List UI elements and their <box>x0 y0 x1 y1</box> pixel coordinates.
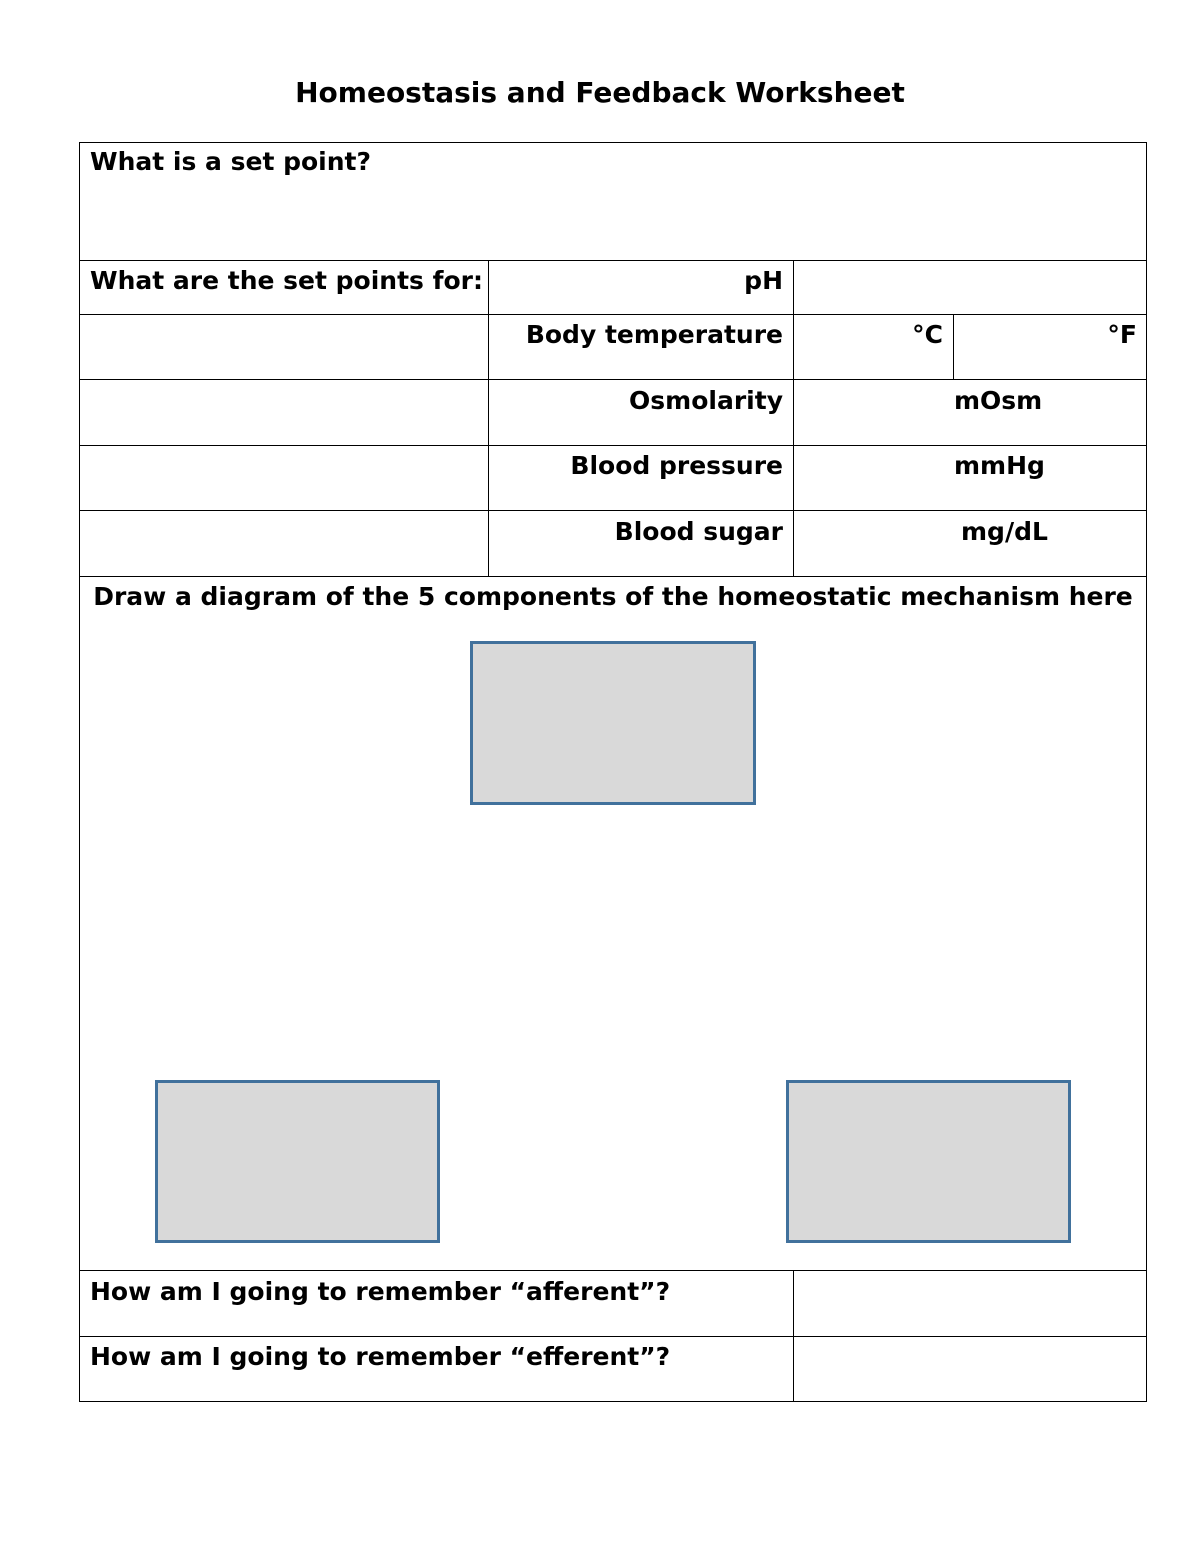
row-divider <box>79 510 1147 511</box>
answer-field-efferent[interactable] <box>794 1337 1146 1401</box>
table-border-top <box>79 142 1147 143</box>
set-point-question: What is a set point? <box>90 147 372 176</box>
unit-celsius: °C <box>912 320 943 349</box>
row-divider <box>79 379 1147 380</box>
diagram-box-bottom-left[interactable] <box>155 1080 440 1243</box>
unit-mg-dl: mg/dL <box>961 517 1048 546</box>
row-label-body-temperature: Body temperature <box>525 320 783 349</box>
row-label-blood-sugar: Blood sugar <box>614 517 783 546</box>
answer-field-osmolarity[interactable] <box>794 380 944 445</box>
answer-field-blood-pressure[interactable] <box>794 446 944 510</box>
answer-field-blood-sugar[interactable] <box>794 511 949 576</box>
set-points-for-question: What are the set points for: <box>90 266 484 295</box>
row-label-osmolarity: Osmolarity <box>629 386 783 415</box>
diagram-box-top[interactable] <box>470 641 756 805</box>
table-border-right <box>1146 142 1147 1402</box>
row-divider <box>79 445 1147 446</box>
column-divider <box>488 260 489 576</box>
unit-mmhg: mmHg <box>954 451 1045 480</box>
unit-mosm: mOsm <box>954 386 1043 415</box>
answer-field-set-point[interactable] <box>80 185 1146 260</box>
diagram-prompt: Draw a diagram of the 5 components of the homeostatic mechanism here <box>93 582 1133 611</box>
row-label-ph: pH <box>744 266 783 295</box>
efferent-question: How am I going to remember “efferent”? <box>90 1342 671 1371</box>
row-divider <box>79 576 1147 577</box>
table-border-bottom <box>79 1401 1147 1402</box>
answer-field-ph[interactable] <box>794 261 1146 314</box>
table-border-left <box>79 142 80 1402</box>
diagram-box-bottom-right[interactable] <box>786 1080 1071 1243</box>
answer-field-celsius[interactable] <box>794 315 914 379</box>
unit-fahrenheit: °F <box>1107 320 1137 349</box>
answer-field-fahrenheit[interactable] <box>954 315 1104 379</box>
row-label-blood-pressure: Blood pressure <box>570 451 783 480</box>
answer-field-afferent[interactable] <box>794 1271 1146 1336</box>
afferent-question: How am I going to remember “afferent”? <box>90 1277 671 1306</box>
page-title: Homeostasis and Feedback Worksheet <box>295 76 905 109</box>
